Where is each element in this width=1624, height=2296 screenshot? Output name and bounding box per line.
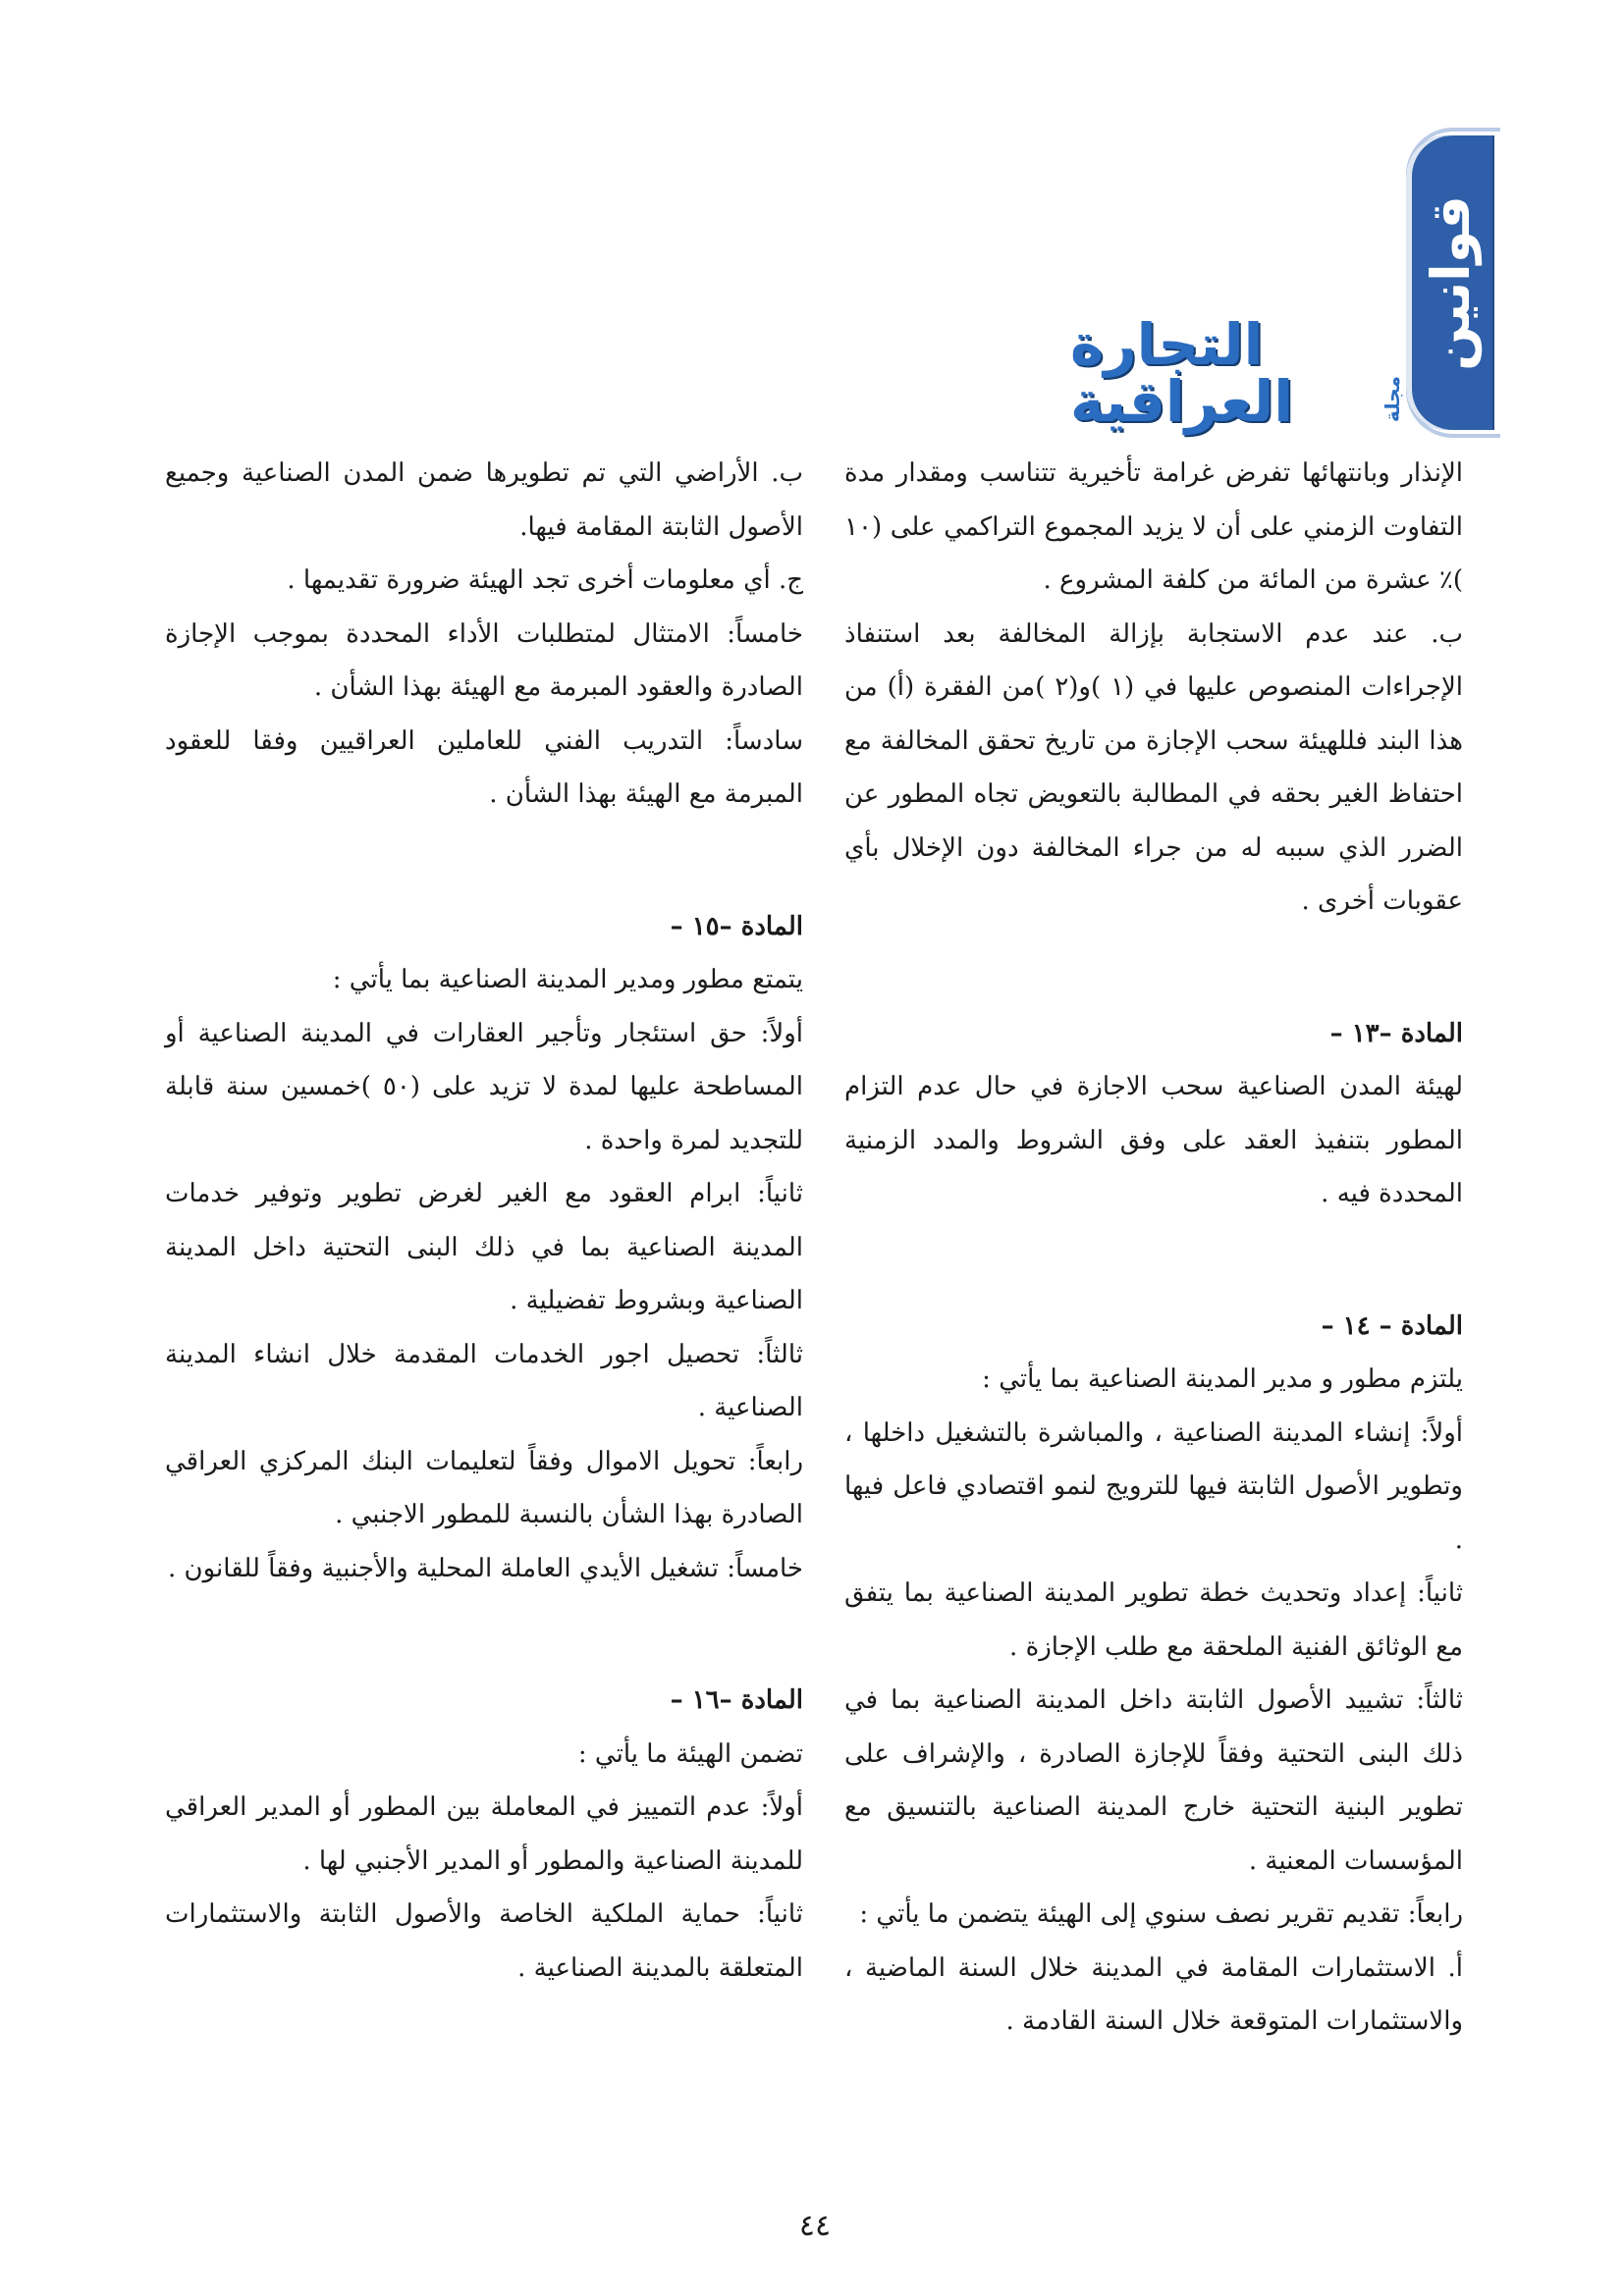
list-item: ثانياً: حماية الملكية الخاصة والأصول الثابتة والاستثمارات المتعلقة بالمدينة الصناعية . xyxy=(165,1899,803,1983)
page-number: ٤٤ xyxy=(798,2209,832,2243)
list-item: ثالثاً: تشييد الأصول الثابتة داخل المدينة الصناعية بما في ذلك البنى التحتية وفقاً للإجازة الصادرة ، والإشراف على تطوير البنية التحتية خارج المدينة الصناعية بالتنسيق مع المؤسسات المعنية . xyxy=(844,1685,1463,1876)
list-item: خامساً: تشغيل الأيدي العاملة المحلية والأجنبية وفقاً للقانون . xyxy=(168,1553,803,1583)
list-item: أ. الاستثمارات المقامة في المدينة خلال السنة الماضية ، والاستثمارات المتوقعة خلال السنة القادمة . xyxy=(844,1952,1463,2036)
paragraph: الإنذار وبانتهائها تفرض غرامة تأخيرية تتناسب ومقدار مدة التفاوت الزمني على أن لا يزيد المجموع التراكمي على (١٠ )٪ عشرة من المائة من كلفة المشروع . xyxy=(844,458,1463,595)
paragraph: يتمتع مطور ومدير المدينة الصناعية بما يأتي : xyxy=(332,965,803,994)
magazine-logo xyxy=(1070,311,1404,435)
list-item: رابعاً: تحويل الاموال وفقاً لتعليمات البنك المركزي العراقي الصادرة بهذا الشأن بالنسبة للمطور الاجنبي . xyxy=(165,1446,803,1529)
section-tab-label: قوانين xyxy=(1419,194,1482,371)
paragraph: تضمن الهيئة ما يأتي : xyxy=(577,1738,803,1769)
article-14-heading: المادة – ١٤ – xyxy=(1321,1310,1463,1341)
list-item: ب. الأراضي التي تم تطويرها ضمن المدن الصناعية وجميع الأصول الثابتة المقامة فيها. xyxy=(165,458,803,542)
list-item: أولاً: حق استئجار وتأجير العقارات في المدينة الصناعية أو المساطحة عليها لمدة لا تزيد على (٥٠ )خمسين سنة قابلة للتجديد لمرة واحدة . xyxy=(165,1018,804,1155)
section-tab-label-wrap xyxy=(1406,135,1494,430)
left-column xyxy=(165,447,803,1995)
paragraph: يلتزم مطور و مدير المدينة الصناعية بما يأتي : xyxy=(982,1364,1463,1394)
list-item: ج. أي معلومات أخرى تجد الهيئة ضرورة تقديمها . xyxy=(287,565,803,595)
list-item: ثانياً: إعداد وتحديث خطة تطوير المدينة الصناعية بما يتفق مع الوثائق الفنية الملحقة مع طلب الإجازة . xyxy=(844,1578,1463,1662)
list-item: ثالثاً: تحصيل اجور الخدمات المقدمة خلال انشاء المدينة الصناعية . xyxy=(165,1339,803,1422)
list-item: سادساً: التدريب الفني للعاملين العراقيين وفقا للعقود المبرمة مع الهيئة بهذا الشأن . xyxy=(165,725,803,809)
list-item: ثانياً: ابرام العقود مع الغير لغرض تطوير وتوفير خدمات المدينة الصناعية بما في ذلك البنى التحتية داخل المدينة الصناعية وبشروط تفضيلية . xyxy=(165,1179,803,1315)
list-item: خامساً: الامتثال لمتطلبات الأداء المحددة بموجب الإجازة الصادرة والعقود المبرمة مع الهيئة بهذا الشأن . xyxy=(165,618,803,702)
list-item: أولاً: عدم التمييز في المعاملة بين المطور أو المدير العراقي للمدينة الصناعية والمطور أو المدير الأجنبي لها . xyxy=(165,1792,803,1876)
paragraph: ب. عند عدم الاستجابة بإزالة المخالفة بعد استنفاذ الإجراءات المنصوص عليها في (١ )و(٢ )من الفقرة (أ) من هذا البند فللهيئة سحب الإجازة من تاريخ تحقق المخالفة مع احتفاظ الغير بحقه في المطالبة بالتعويض تجاه المطور عن الضرر الذي سببه له من جراء المخالفة دون الإخلال بأي عقوبات أخرى . xyxy=(844,618,1464,916)
paragraph: لهيئة المدن الصناعية سحب الاجازة في حال عدم التزام المطور بتنفيذ العقد على وفق الشروط والمدد الزمنية المحددة فيه . xyxy=(844,1072,1463,1208)
article-16-heading: المادة –١٦ – xyxy=(670,1685,803,1715)
list-item: رابعاً: تقديم تقرير نصف سنوي إلى الهيئة يتضمن ما يأتي : xyxy=(859,1899,1463,1929)
article-13-heading: المادة –١٣ – xyxy=(1329,1018,1463,1048)
logo-title: التجارة العراقية xyxy=(1070,311,1294,435)
logo-subtitle: مجلة xyxy=(1380,375,1404,422)
article-15-heading: المادة –١٥ – xyxy=(670,911,803,941)
right-column xyxy=(844,447,1463,2049)
list-item: أولاً: إنشاء المدينة الصناعية ، والمباشرة بالتشغيل داخلها ، وتطوير الأصول الثابتة فيها للترويج لنمو اقتصادي فاعل فيها . xyxy=(844,1417,1463,1555)
